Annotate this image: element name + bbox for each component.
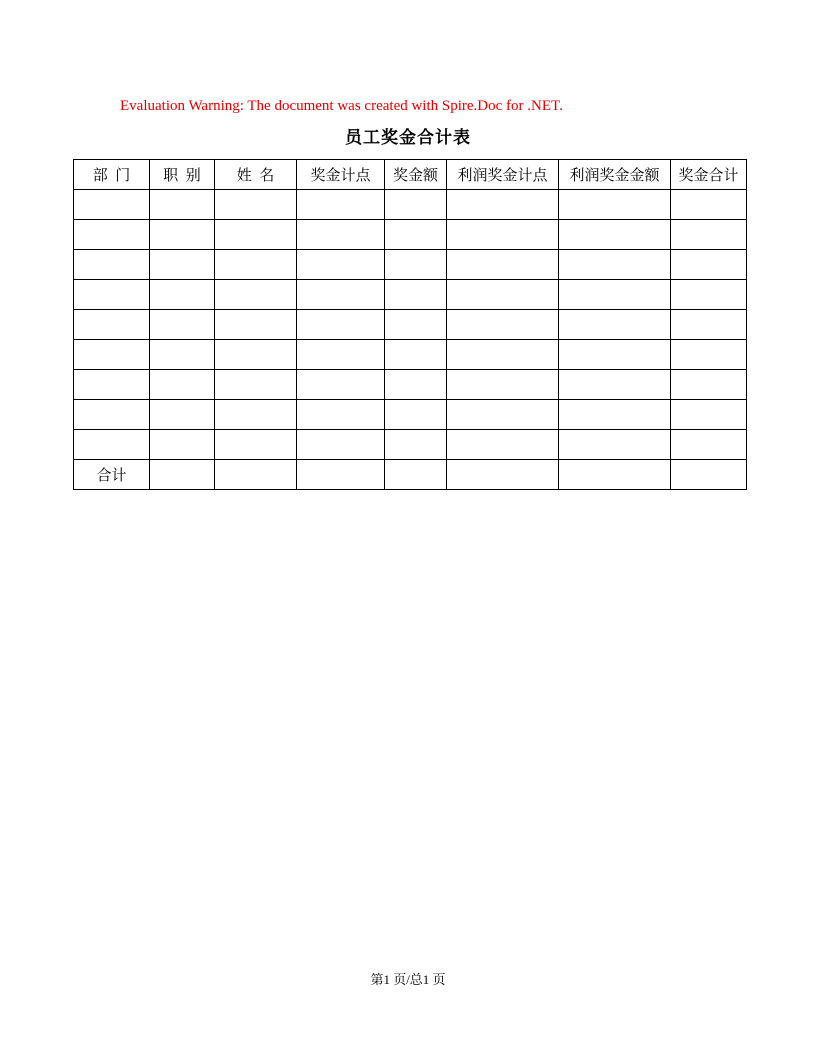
table-cell [215, 340, 297, 370]
table-cell [215, 370, 297, 400]
table-cell [297, 460, 385, 490]
table-cell [74, 280, 150, 310]
table-cell [74, 220, 150, 250]
evaluation-warning: Evaluation Warning: The document was created with Spire.Doc for .NET. [120, 98, 563, 114]
table-cell [150, 280, 215, 310]
table-cell [671, 280, 747, 310]
table-cell [74, 400, 150, 430]
table-cell [297, 370, 385, 400]
table-cell [74, 370, 150, 400]
table-row [74, 340, 747, 370]
table-cell [385, 310, 447, 340]
table-cell [559, 220, 671, 250]
table-cell [297, 280, 385, 310]
table-cell [447, 190, 559, 220]
table-cell [215, 430, 297, 460]
table-body [74, 190, 747, 460]
table-cell [447, 220, 559, 250]
header-department: 部 门 [74, 160, 150, 190]
table-cell [447, 400, 559, 430]
table-cell [150, 190, 215, 220]
table-cell [215, 190, 297, 220]
table-cell [447, 370, 559, 400]
table-cell [385, 190, 447, 220]
header-position: 职 别 [150, 160, 215, 190]
table-cell [385, 280, 447, 310]
table-cell [447, 340, 559, 370]
header-bonus-amount: 奖金额 [385, 160, 447, 190]
table-row [74, 280, 747, 310]
table-cell [559, 400, 671, 430]
table-cell [150, 460, 215, 490]
table-header-row [74, 160, 747, 190]
table-cell [297, 220, 385, 250]
total-label: 合计 [74, 460, 150, 490]
table-row [74, 220, 747, 250]
table-cell [671, 250, 747, 280]
table-cell [671, 430, 747, 460]
table-cell [74, 340, 150, 370]
table-cell [150, 340, 215, 370]
table-cell [671, 340, 747, 370]
table-cell [150, 220, 215, 250]
table-cell [385, 430, 447, 460]
document-title: 员工奖金合计表 [345, 128, 471, 147]
table-cell [447, 250, 559, 280]
table-cell [671, 310, 747, 340]
table-cell [297, 340, 385, 370]
table-cell [559, 340, 671, 370]
table-cell [671, 190, 747, 220]
table-cell [297, 430, 385, 460]
header-bonus-points: 奖金计点 [297, 160, 385, 190]
table-cell [215, 250, 297, 280]
table-cell [559, 370, 671, 400]
table-cell [215, 460, 297, 490]
table-cell [559, 250, 671, 280]
table-cell [559, 190, 671, 220]
table-cell [385, 340, 447, 370]
table-cell [150, 310, 215, 340]
table-cell [559, 460, 671, 490]
table-cell [385, 400, 447, 430]
header-profit-bonus-amount: 利润奖金金额 [559, 160, 671, 190]
table-cell [447, 280, 559, 310]
table-cell [150, 400, 215, 430]
table-cell [215, 220, 297, 250]
table-cell [215, 400, 297, 430]
table-row [74, 430, 747, 460]
header-profit-bonus-points: 利润奖金计点 [447, 160, 559, 190]
total-row [74, 460, 747, 490]
table-cell [297, 310, 385, 340]
table-cell [447, 310, 559, 340]
table-cell [447, 460, 559, 490]
header-bonus-total: 奖金合计 [671, 160, 747, 190]
table-cell [671, 220, 747, 250]
table-cell [215, 280, 297, 310]
page-footer: 第1 页/总1 页 [370, 972, 446, 987]
table-cell [671, 370, 747, 400]
table-row [74, 310, 747, 340]
table-cell [671, 460, 747, 490]
table-cell [447, 430, 559, 460]
table-row [74, 370, 747, 400]
table-cell [74, 190, 150, 220]
table-row [74, 250, 747, 280]
table-cell [215, 310, 297, 340]
table-row [74, 190, 747, 220]
table-cell [297, 250, 385, 280]
table-cell [385, 370, 447, 400]
table-cell [150, 430, 215, 460]
table-cell [671, 400, 747, 430]
table-cell [297, 400, 385, 430]
table-cell [150, 370, 215, 400]
table-cell [74, 250, 150, 280]
bonus-summary-table [73, 159, 747, 490]
table-cell [385, 460, 447, 490]
table-cell [74, 430, 150, 460]
table-cell [385, 220, 447, 250]
table-cell [297, 190, 385, 220]
header-name: 姓 名 [215, 160, 297, 190]
table-cell [385, 250, 447, 280]
table-cell [559, 280, 671, 310]
table-cell [150, 250, 215, 280]
table-cell [74, 310, 150, 340]
table-row [74, 400, 747, 430]
table-cell [559, 430, 671, 460]
table-cell [559, 310, 671, 340]
